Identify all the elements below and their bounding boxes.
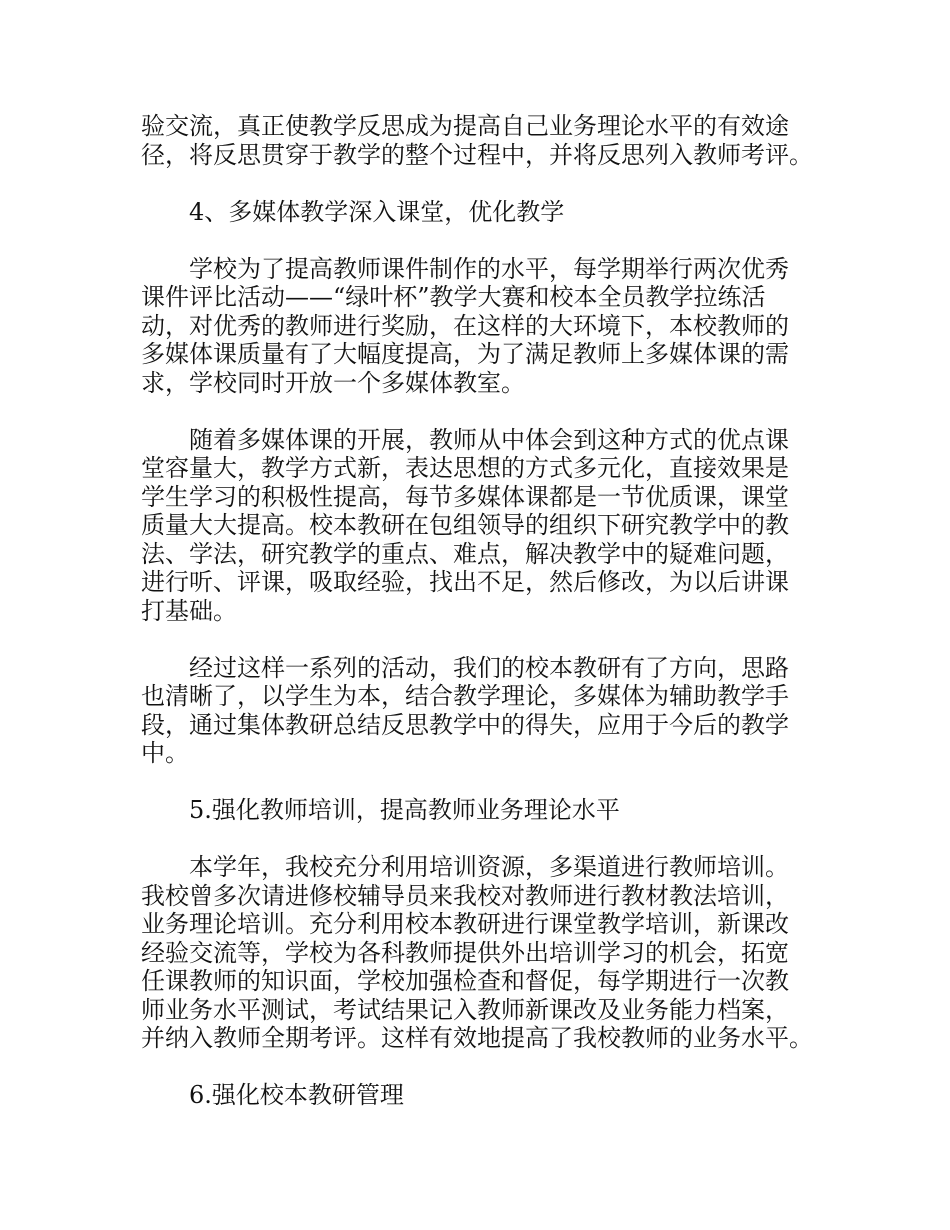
text-line: 并纳入教师全期考评。这样有效地提高了我校教师的业务水平。 — [141, 1024, 813, 1052]
section-heading — [141, 198, 831, 227]
text-line: 随着多媒体课的开展，教师从中体会到这种方式的优点课 — [189, 425, 789, 454]
text-line: 课件评比活动——“绿叶杯”教学大赛和校本全员教学拉练活 — [141, 283, 766, 311]
text-line: 师业务水平测试，考试结果记入教师新课改及业务能力档案， — [141, 995, 789, 1024]
text-line: 我校曾多次请进修校辅导员来我校对教师进行教材教法培训， — [141, 881, 789, 910]
text-line: 经验交流等，学校为各科教师提供外出培训学习的机会，拓宽 — [141, 938, 789, 967]
text-line: 学校为了提高教师课件制作的水平，每学期举行两次优秀 — [189, 254, 789, 283]
paragraph — [141, 255, 831, 398]
text-line: 进行听、评课，吸取经验，找出不足，然后修改，为以后讲课 — [141, 568, 789, 596]
text-line: 法、学法，研究教学的重点、难点，解决教学中的疑难问题， — [141, 539, 789, 568]
text-line: 本学年，我校充分利用培训资源，多渠道进行教师培训。 — [189, 853, 789, 881]
text-line: 任课教师的知识面，学校加强检查和督促，每学期进行一次教 — [141, 967, 789, 995]
text-line: 业务理论培训。充分利用校本教研进行课堂教学培训，新课改 — [141, 910, 789, 938]
text-line: 径，将反思贯穿于教学的整个过程中，并将反思列入教师考评。 — [141, 140, 813, 169]
heading-text: 6.强化校本教研管理 — [189, 1081, 404, 1109]
text-line: 多媒体课质量有了大幅度提高，为了满足教师上多媒体课的需 — [141, 340, 789, 368]
text-line: 质量大大提高。校本教研在包组领导的组织下研究教学中的教 — [141, 511, 789, 539]
paragraph — [141, 654, 831, 768]
text-line: 验交流，真正使教学反思成为提高自己业务理论水平的有效途 — [141, 112, 789, 140]
text-line: 经过这样一系列的活动，我们的校本教研有了方向，思路 — [189, 653, 789, 682]
text-line: 堂容量大，教学方式新，表达思想的方式多元化，直接效果是 — [141, 454, 789, 482]
section-heading — [141, 796, 831, 825]
document-page — [141, 112, 831, 1110]
heading-text: 4、多媒体教学深入课堂，优化教学 — [189, 197, 565, 226]
section-heading — [141, 1081, 831, 1110]
text-line: 学生学习的积极性提高，每节多媒体课都是一节优质课，课堂 — [141, 482, 789, 511]
text-line: 打基础。 — [141, 596, 237, 625]
paragraph — [141, 426, 831, 626]
text-line: 求，学校同时开放一个多媒体教室。 — [141, 368, 525, 397]
text-line: 中。 — [141, 739, 189, 767]
paragraph — [141, 112, 831, 169]
heading-text: 5.强化教师培训，提高教师业务理论水平 — [189, 796, 620, 824]
text-line: 段，通过集体教研总结反思教学中的得失，应用于今后的教学 — [141, 710, 789, 739]
text-line: 也清晰了，以学生为本，结合教学理论，多媒体为辅助教学手 — [141, 682, 789, 710]
paragraph — [141, 853, 831, 1053]
text-line: 动，对优秀的教师进行奖励，在这样的大环境下，本校教师的 — [141, 311, 789, 340]
